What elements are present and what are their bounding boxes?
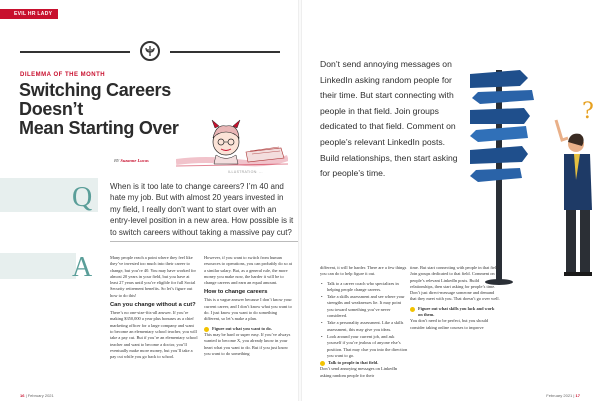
bullet-dot-icon [410,307,415,312]
emblem-rule [20,44,280,60]
tip-heading [320,360,408,366]
right-page [300,0,600,401]
list-item: • Look around your current job, and ask yourself if you’re jealous of anyone else’s position. That may clue you into the direction you want to go. [320,334,408,359]
author-name: Suzanne Lucas [120,158,149,163]
folio-left [20,393,54,398]
article-kicker: DILEMMA OF THE MONTH [20,72,106,78]
headline-line-1: Switching Careers Doesn’t [19,80,171,119]
rule-right [170,51,280,53]
question-text: When is it too late to change careers? I’m 40 and hate my job. But with almost 20 years invested in my field, I really don’t want to start over with an entry-level position in a new area. How possible is it to switch careers without taking a massive pay cut? [110,182,294,237]
illustration-credit: ILLUSTRATION: ... [228,170,263,174]
tip-label: Talk to people in that field. [328,360,379,366]
rule-left [20,51,130,53]
paragraph: Don’t send annoying messages on LinkedIn asking random people for their [320,366,398,378]
page-number-right: 17 [575,393,580,398]
caricature-illustration [176,118,288,174]
page-number-left: 16 [20,393,25,398]
paragraph: different, it will be harder. There are a few things you can do to help figure it out. [320,265,407,277]
byline [114,158,149,163]
tip-label: Figure out what skills you lack and work on them. [418,305,495,318]
paragraph: There’s no one-size-fits-all answer. If you’re making $350,000 a year plus bonuses as a chief marketing officer for a large company and want to become an elementary school teacher, you will take a pay cut. But if you’re an elementary school teacher and want to become a doctor, you’ll eventually make more money, but you’ll take a pay cut while you go back to school. [110,310,198,360]
paragraph: You don’t need to be perfect, but you should consider taking online courses to improve [410,318,489,330]
page-gutter [298,0,302,401]
body-column-3 [320,265,408,382]
tip-label: Figure out what you want to do. [212,325,272,331]
paragraph: This may be hard or super easy. If you’ve always wanted to become X, you already know in your heart what you want to do. But if you just know you want to do something [204,331,291,356]
answer-box [0,253,76,279]
headline-line-2: Mean Starting Over [19,118,179,138]
paragraph: Many people reach a point where they feel like they’ve invested too much into their career to change, but you’re 40. You may have worked for almost 20 years in your field, but you have at least 27 years until you’re eligible for full Social Security retirement benefits. So let’s figure out how to do this! [110,255,196,298]
list-item: • Talk to a career coach who specializes in helping people change careers. [320,281,408,294]
subheading: How to change careers [204,289,268,296]
answer-letter: A [72,252,93,283]
tip-heading [410,306,500,319]
list-item: • Take a personality assessment. Like a skills assessment, this may give you ideas. [320,320,408,333]
svg-text:?: ? [582,99,594,124]
bullet-dot-icon [320,361,325,366]
signpost-illustration [470,60,600,290]
pull-quote: Don’t send annoying messages on LinkedIn asking random people for their time. But start connecting with people in that field. Join groups dedicated to that field. Comment on people’s relevant LinkedIn posts. Build relationships, then start asking for people’s time. [320,59,458,179]
section-tag: EVIL HR LADY [0,9,58,19]
body-column-1 [110,255,198,363]
list-item: • Take a skills assessment and see where your strengths and weaknesses lie. It may point you toward something you’ve never considered. [320,294,408,319]
body-column-2 [204,255,294,360]
folio-right [546,393,580,398]
tips-list [320,281,408,360]
paragraph: time. But start connecting with people in that field. Join groups dedicated to that field. Comment on people’s relevant LinkedIn posts. Build relationships, then start asking for people’s time. Don’t just direct-message someone and demand that they meet with you. That doesn’t go over well. [410,265,500,302]
question-letter: Q [72,182,93,213]
body-column-4 [410,265,500,334]
emblem-icon [140,41,160,61]
subheading: Can you change without a cut? [110,302,196,309]
bullet-dot-icon [204,327,209,332]
folio-left-text: | February 2021 [25,393,54,398]
folio-right-text: February 2021 | [546,393,575,398]
paragraph: This is a vague answer because I don’t know your current career, and I don’t know what you want to do. I just know you want to do something different, so let’s make a plan. [204,297,292,322]
paragraph: However, if you want to switch from human resources to operations, you can probably do so at a similar salary. But, as a general rule, the more money you make now, the harder it will be to change careers and earn an equal amount. [204,255,292,286]
tip-heading [204,326,294,332]
divider [110,241,300,242]
byline-prefix: BY [114,158,120,163]
